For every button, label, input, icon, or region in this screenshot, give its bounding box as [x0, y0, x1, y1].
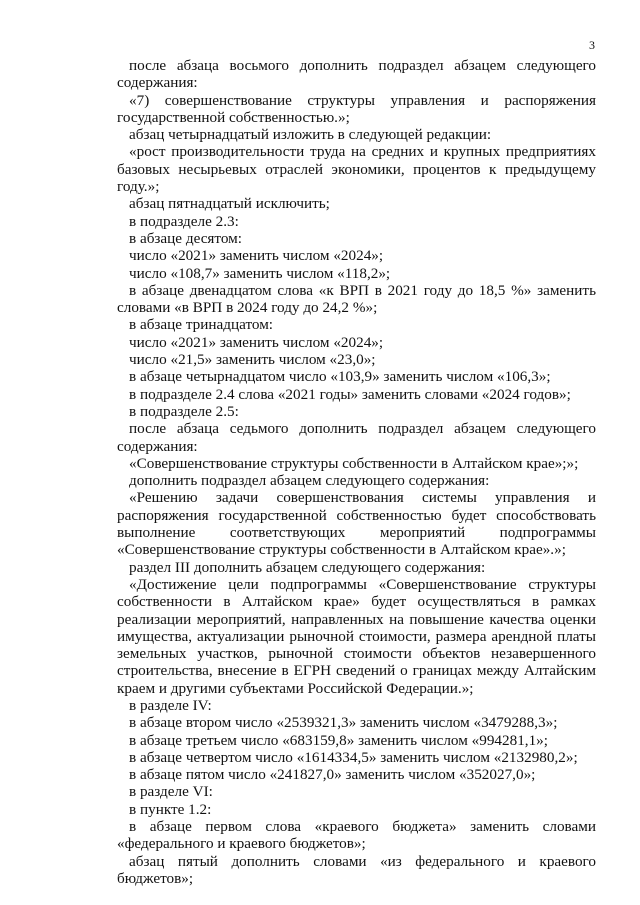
paragraph: в абзаце тринадцатом: — [129, 316, 274, 334]
paragraph: число «21,5» заменить числом «23,0»; — [129, 351, 376, 369]
page-number: 3 — [589, 38, 595, 52]
paragraph: «7) совершенствование структуры управления и распоряжения государственной собственностью.»; — [117, 91, 596, 126]
paragraph: «Достижение цели подпрограммы «Совершенствование структуры собственности в Алтайском крае» будет осуществляться в рамках реализации мероприятий, направленных на повышение качества оценки имущества, актуализации рыночной стоимости, размера арендной платы земельных участков, рыночной стоимости объектов незавершенного строительства, внесение в ЕГРН сведений о границах между Алтайским краем и другими субъектами Российской Федерации.»; — [117, 575, 596, 697]
paragraph: в абзаце четырнадцатом число «103,9» заменить числом «106,3»; — [129, 368, 551, 386]
paragraph: раздел III дополнить абзацем следующего содержания: — [129, 558, 486, 576]
paragraph: в абзаце десятом: — [129, 229, 242, 247]
paragraph: «рост производительности труда на средних и крупных предприятиях базовых несырьевых отраслей экономики, процентов к предыдущему году.»; — [117, 143, 596, 196]
paragraph: после абзаца седьмого дополнить подраздел абзацем следующего содержания: — [117, 420, 596, 455]
paragraph: число «2021» заменить числом «2024»; — [129, 247, 384, 265]
document-body — [117, 57, 596, 887]
paragraph: в абзаце третьем число «683159,8» заменить числом «994281,1»; — [129, 731, 548, 749]
paragraph: в разделе VI: — [129, 783, 213, 801]
paragraph: в абзаце втором число «2539321,3» заменить числом «3479288,3»; — [129, 714, 558, 732]
paragraph: в подразделе 2.5: — [129, 402, 239, 420]
paragraph: в пункте 1.2: — [129, 800, 212, 818]
paragraph: после абзаца восьмого дополнить подраздел абзацем следующего содержания: — [117, 57, 596, 92]
paragraph: в подразделе 2.3: — [129, 212, 239, 230]
paragraph: «Совершенствование структуры собственности в Алтайском крае»;»; — [129, 454, 579, 472]
paragraph: абзац четырнадцатый изложить в следующей редакции: — [129, 126, 492, 144]
paragraph: число «2021» заменить числом «2024»; — [129, 333, 384, 351]
paragraph: «Решению задачи совершенствования системы управления и распоряжения государственной собственностью будет способствовать выполнение соответствующих мероприятий подпрограммы «Совершенствование структуры собственности в Алтайском крае».»; — [117, 489, 596, 559]
paragraph: в абзаце пятом число «241827,0» заменить числом «352027,0»; — [129, 766, 536, 784]
paragraph: абзац пятый дополнить словами «из федерального и краевого бюджетов»; — [117, 852, 596, 887]
paragraph: число «108,7» заменить числом «118,2»; — [129, 264, 391, 282]
paragraph: в подразделе 2.4 слова «2021 годы» заменить словами «2024 годов»; — [129, 385, 571, 403]
paragraph: в абзаце первом слова «краевого бюджета» заменить словами «федерального и краевого бюджетов»; — [117, 818, 596, 853]
paragraph: в абзаце двенадцатом слова «к ВРП в 2021 году до 18,5 %» заменить словами «в ВРП в 2024 году до 24,2 %»; — [117, 281, 596, 317]
paragraph: в разделе IV: — [129, 696, 212, 714]
paragraph: дополнить подраздел абзацем следующего содержания: — [129, 472, 490, 490]
paragraph: абзац пятнадцатый исключить; — [129, 195, 330, 213]
paragraph: в абзаце четвертом число «1614334,5» заменить числом «2132980,2»; — [129, 748, 578, 766]
